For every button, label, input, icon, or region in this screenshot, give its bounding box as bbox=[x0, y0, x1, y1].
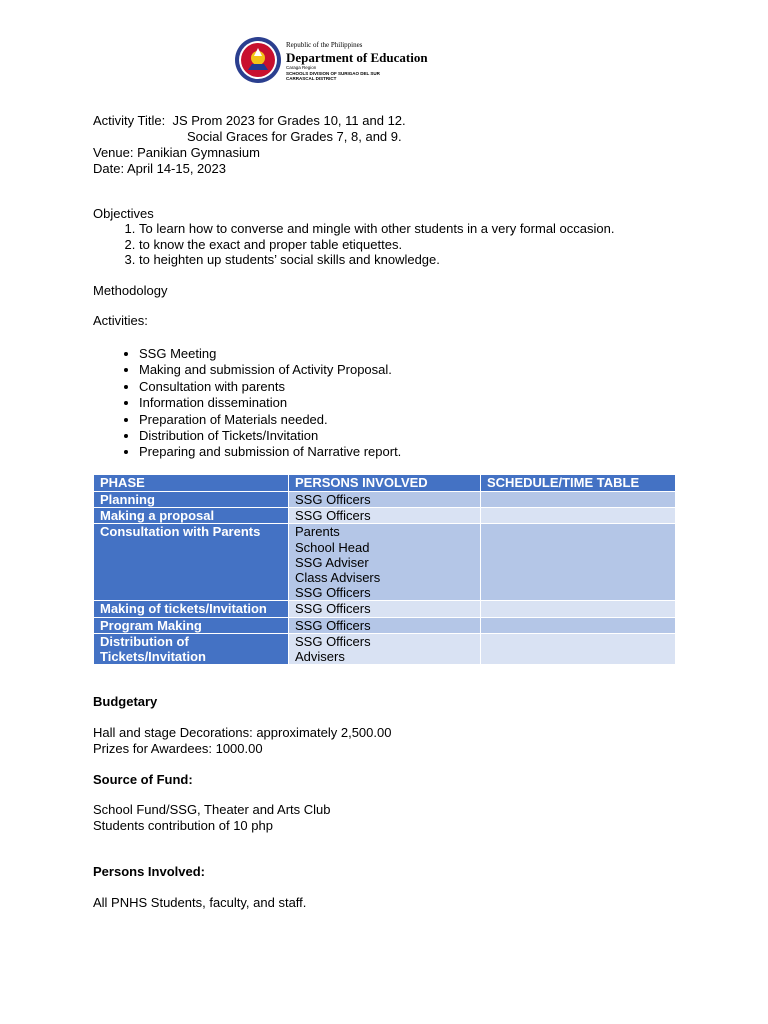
objective-item: 2. to know the exact and proper table etiquettes. bbox=[139, 237, 614, 253]
objective-item: 3. to heighten up students’ social skills and knowledge. bbox=[139, 252, 614, 268]
region-label: Caraga Region bbox=[286, 65, 317, 70]
persons-cell bbox=[289, 492, 481, 508]
table-row bbox=[94, 524, 676, 601]
table-header-row bbox=[94, 475, 676, 492]
table-row bbox=[94, 508, 676, 524]
activity-item: • Information dissemination bbox=[139, 395, 401, 411]
persons-cell bbox=[289, 524, 481, 601]
budget-line: Prizes for Awardees: 1000.00 bbox=[93, 741, 263, 756]
persons-involved-heading: Persons Involved: bbox=[93, 864, 205, 879]
letterhead-text bbox=[286, 41, 428, 82]
table-row bbox=[94, 492, 676, 508]
phase-cell: Consultation with Parents bbox=[94, 524, 289, 601]
department-title: Department of Education bbox=[286, 50, 428, 65]
schedule-cell bbox=[481, 601, 676, 617]
activity-item: • Distribution of Tickets/Invitation bbox=[139, 428, 401, 444]
person-entry: SSG Officers bbox=[295, 633, 371, 649]
column-header-persons: PERSONS INVOLVED bbox=[289, 475, 481, 492]
persons-cell bbox=[289, 508, 481, 524]
phase-table bbox=[93, 474, 676, 665]
person-entry: SSG Officers bbox=[295, 617, 371, 633]
fund-line: School Fund/SSG, Theater and Arts Club bbox=[93, 802, 331, 817]
person-entry: School Head bbox=[295, 539, 370, 555]
activity-item: • SSG Meeting bbox=[139, 346, 401, 362]
column-header-schedule: SCHEDULE/TIME TABLE bbox=[481, 475, 676, 492]
persons-involved-text: All PNHS Students, faculty, and staff. bbox=[93, 895, 307, 910]
person-entry: Class Advisers bbox=[295, 570, 381, 586]
table-row bbox=[94, 601, 676, 617]
source-of-fund-heading: Source of Fund: bbox=[93, 772, 193, 787]
venue-line: Venue: Panikian Gymnasium bbox=[93, 145, 260, 160]
objective-item: 1. To learn how to converse and mingle with other students in a very formal occasion. bbox=[139, 221, 614, 237]
republic-label: Republic of the Philippines bbox=[286, 41, 363, 49]
person-entry: Parents bbox=[295, 524, 340, 540]
activity-item: • Preparing and submission of Narrative report. bbox=[139, 444, 401, 460]
schedule-cell bbox=[481, 617, 676, 633]
division-label: SCHOOLS DIVISION OF SURIGAO DEL SUR bbox=[286, 70, 380, 76]
budget-line: Hall and stage Decorations: approximately 2,500.00 bbox=[93, 725, 392, 740]
schedule-cell bbox=[481, 508, 676, 524]
activities-heading: Activities: bbox=[93, 313, 148, 328]
activity-title-line2: Social Graces for Grades 7, 8, and 9. bbox=[187, 129, 402, 144]
deped-seal-icon bbox=[234, 36, 282, 84]
activity-item: • Preparation of Materials needed. bbox=[139, 412, 401, 428]
person-entry: Advisers bbox=[295, 649, 345, 665]
objectives-list bbox=[93, 221, 614, 268]
district-label: CARRASCAL DISTRICT bbox=[286, 76, 337, 81]
table-row bbox=[94, 617, 676, 633]
objectives-heading: Objectives bbox=[93, 206, 154, 221]
methodology-heading: Methodology bbox=[93, 283, 168, 298]
schedule-cell bbox=[481, 524, 676, 601]
persons-cell bbox=[289, 617, 481, 633]
activities-list bbox=[93, 346, 401, 461]
person-entry: SSG Officers bbox=[295, 585, 371, 601]
activity-item: • Making and submission of Activity Proposal. bbox=[139, 362, 401, 378]
person-entry: SSG Adviser bbox=[295, 554, 369, 570]
activity-title: Activity Title: JS Prom 2023 for Grades 10, 11 and 12. bbox=[93, 113, 406, 128]
schedule-cell bbox=[481, 633, 676, 664]
phase-cell: Program Making bbox=[94, 617, 289, 633]
phase-cell: Making a proposal bbox=[94, 508, 289, 524]
phase-cell: Distribution of Tickets/Invitation bbox=[94, 633, 289, 664]
persons-cell bbox=[289, 633, 481, 664]
person-entry: SSG Officers bbox=[295, 508, 371, 524]
activity-item: • Consultation with parents bbox=[139, 379, 401, 395]
schedule-cell bbox=[481, 492, 676, 508]
person-entry: SSG Officers bbox=[295, 601, 371, 617]
column-header-phase: PHASE bbox=[94, 475, 289, 492]
date-line: Date: April 14-15, 2023 bbox=[93, 161, 226, 176]
letterhead bbox=[234, 36, 494, 88]
phase-cell: Planning bbox=[94, 492, 289, 508]
budgetary-heading: Budgetary bbox=[93, 694, 158, 709]
persons-cell bbox=[289, 601, 481, 617]
phase-cell: Making of tickets/Invitation bbox=[94, 601, 289, 617]
fund-line: Students contribution of 10 php bbox=[93, 818, 273, 833]
table-row bbox=[94, 633, 676, 664]
person-entry: SSG Officers bbox=[295, 492, 371, 507]
